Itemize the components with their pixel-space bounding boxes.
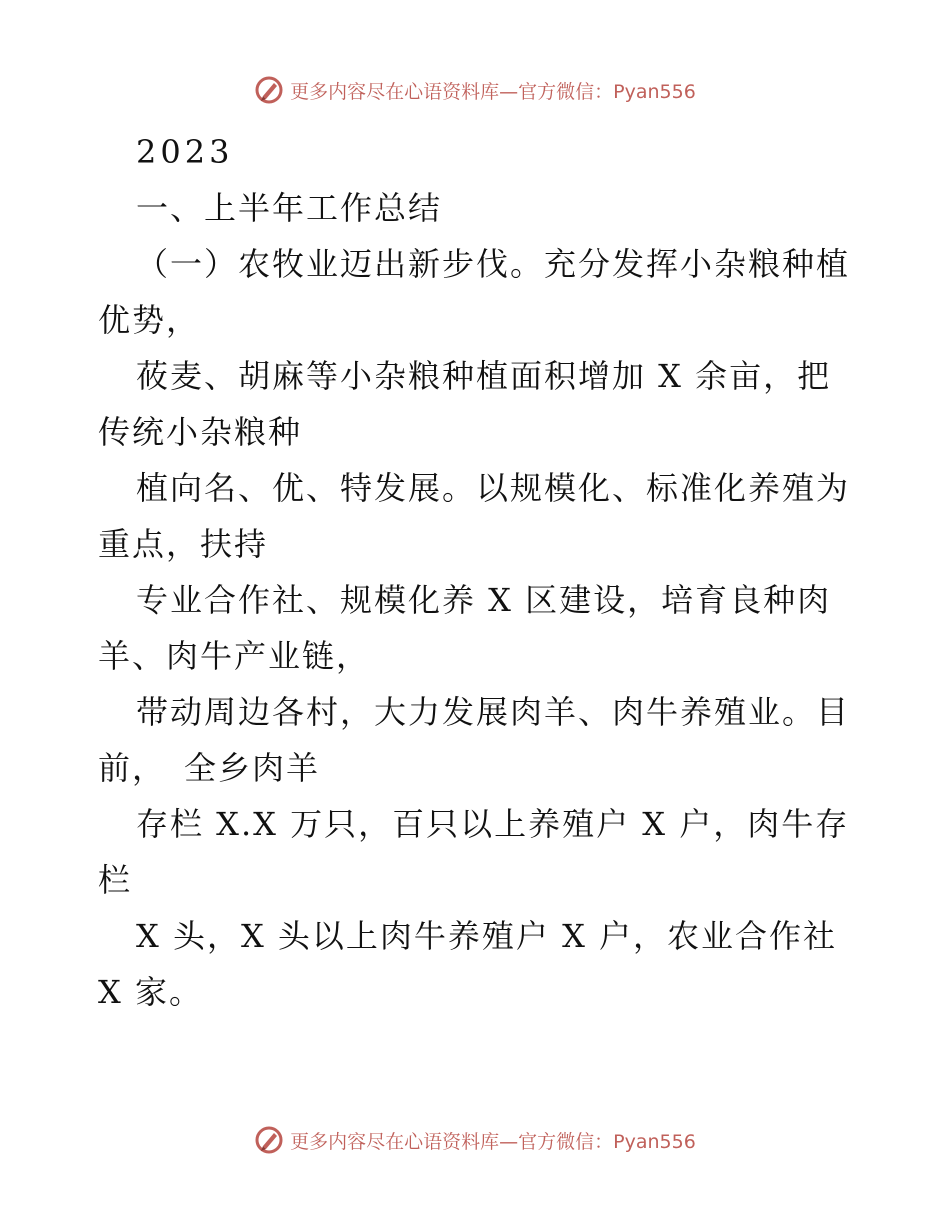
doc-paragraph-line: X 家。 [98, 973, 203, 1011]
footer-banner-text: 更多内容尽在心语资料库—官方微信：Pyan556 [290, 1130, 696, 1153]
doc-paragraph-line: 重点，扶持 [98, 525, 269, 563]
doc-paragraph-line: 植向名、优、特发展。以规模化、标准化养殖为 [136, 469, 851, 507]
doc-paragraph-line: 栏 [98, 861, 133, 899]
doc-paragraph-line: 羊、肉牛产业链， [98, 637, 371, 675]
header-banner-text: 更多内容尽在心语资料库—官方微信：Pyan556 [290, 80, 696, 103]
doc-paragraph-line: X 头，X 头以上肉牛养殖户 X 户，农业合作社 [136, 917, 838, 955]
doc-paragraph-line: 莜麦、胡麻等小杂粮种植面积增加 X 余亩，把 [136, 357, 832, 395]
doc-paragraph-line: 优势， [98, 301, 201, 339]
doc-paragraph-line: 专业合作社、规模化养 X 区建设，培育良种肉 [136, 581, 832, 619]
pen-seal-icon [254, 1125, 284, 1155]
header-watermark-banner [0, 70, 950, 110]
doc-section-heading: 一、上半年工作总结 [136, 189, 443, 227]
doc-year: 2023 [136, 133, 234, 171]
document-body [98, 124, 858, 1020]
doc-paragraph-line: 存栏 X.X 万只，百只以上养殖户 X 户，肉牛存 [136, 805, 850, 843]
doc-paragraph-line: 传统小杂粮种 [98, 413, 303, 451]
doc-paragraph-line: （一）农牧业迈出新步伐。充分发挥小杂粮种植 [136, 245, 851, 283]
footer-watermark-banner [0, 1120, 950, 1160]
doc-paragraph-line: 前， 全乡肉羊 [98, 749, 321, 787]
doc-paragraph-line: 带动周边各村，大力发展肉羊、肉牛养殖业。目 [136, 693, 851, 731]
pen-seal-icon [254, 75, 284, 105]
